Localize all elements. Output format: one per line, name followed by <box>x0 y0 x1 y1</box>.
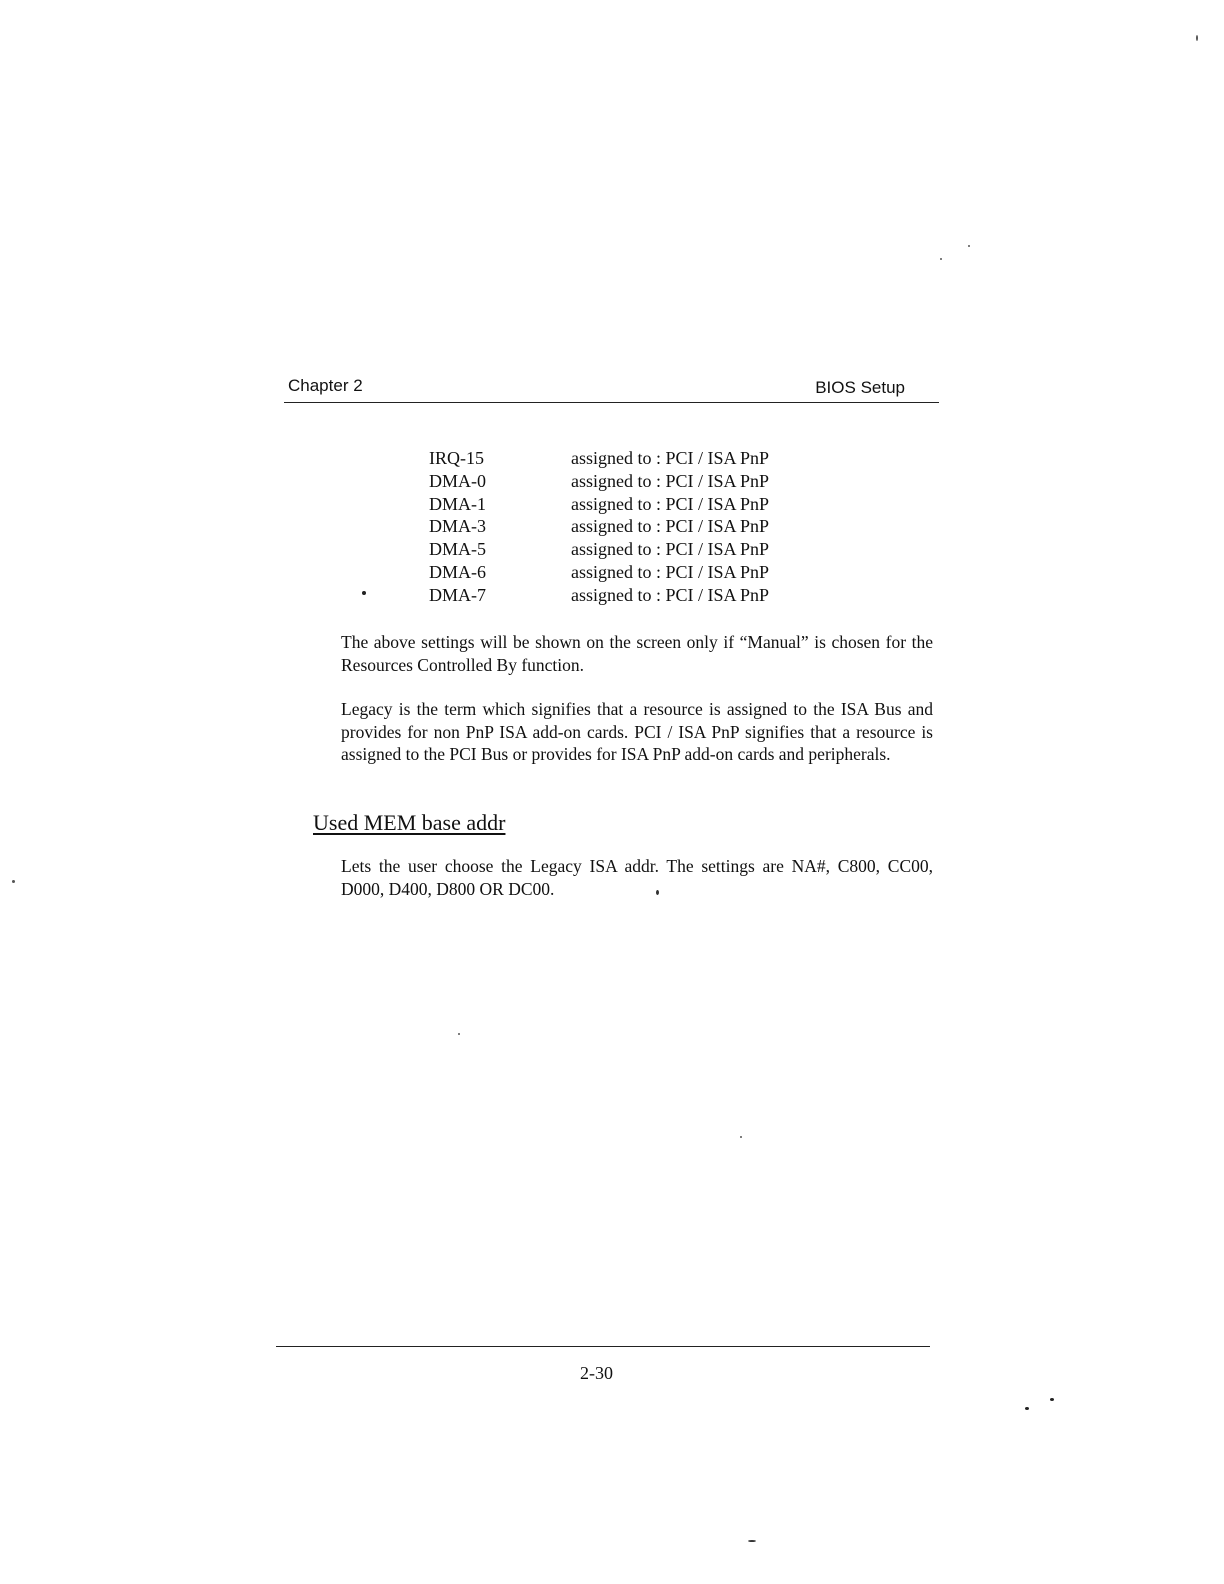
chapter-label: Chapter 2 <box>288 376 363 395</box>
page-header <box>284 376 939 403</box>
resource-name: DMA-0 <box>429 470 486 491</box>
scan-speck <box>1196 35 1198 41</box>
scan-speck <box>1050 1398 1054 1401</box>
resource-value: assigned to : PCI / ISA PnP <box>571 493 770 514</box>
resource-name: DMA-5 <box>429 539 486 560</box>
section-body: Lets the user choose the Legacy ISA addr. The settings are NA#, C800, CC00, D000, D400, D800 OR DC00. <box>341 856 933 899</box>
scan-speck <box>362 591 366 595</box>
scan-speck <box>940 258 942 260</box>
resource-value: assigned to : PCI / ISA PnP <box>571 470 770 491</box>
resource-name: DMA-3 <box>429 516 486 537</box>
resource-value: assigned to : PCI / ISA PnP <box>571 516 770 537</box>
scan-speck <box>740 1136 742 1138</box>
scan-speck <box>458 1033 460 1035</box>
section-title: Used MEM base addr <box>313 810 506 835</box>
resource-value: assigned to : PCI / ISA PnP <box>571 584 770 605</box>
resource-value: assigned to : PCI / ISA PnP <box>571 448 770 468</box>
resource-value: assigned to : PCI / ISA PnP <box>571 539 770 560</box>
scan-speck <box>748 1540 756 1542</box>
manual-settings-note: The above settings will be shown on the screen only if “Manual” is chosen for the Resources Controlled By function. <box>341 632 933 675</box>
resource-name: IRQ-15 <box>429 448 484 468</box>
scan-speck <box>1025 1407 1029 1410</box>
section-label: BIOS Setup <box>815 378 905 397</box>
scan-speck <box>12 880 15 883</box>
legacy-definition: Legacy is the term which signifies that a resource is assigned to the ISA Bus and provides for non PnP ISA add-on cards. PCI / ISA PnP signifies that a resource is assigned to the PCI Bus or provides for ISA PnP add-on cards and peripherals. <box>341 699 933 765</box>
resource-name: DMA-7 <box>429 584 486 605</box>
resource-name: DMA-1 <box>429 493 486 514</box>
resource-value: assigned to : PCI / ISA PnP <box>571 561 770 582</box>
resource-name: DMA-6 <box>429 561 486 582</box>
scan-speck <box>968 245 970 247</box>
page-number: 2-30 <box>580 1363 613 1383</box>
footer-rule <box>276 1346 930 1347</box>
scan-speck <box>656 890 659 895</box>
